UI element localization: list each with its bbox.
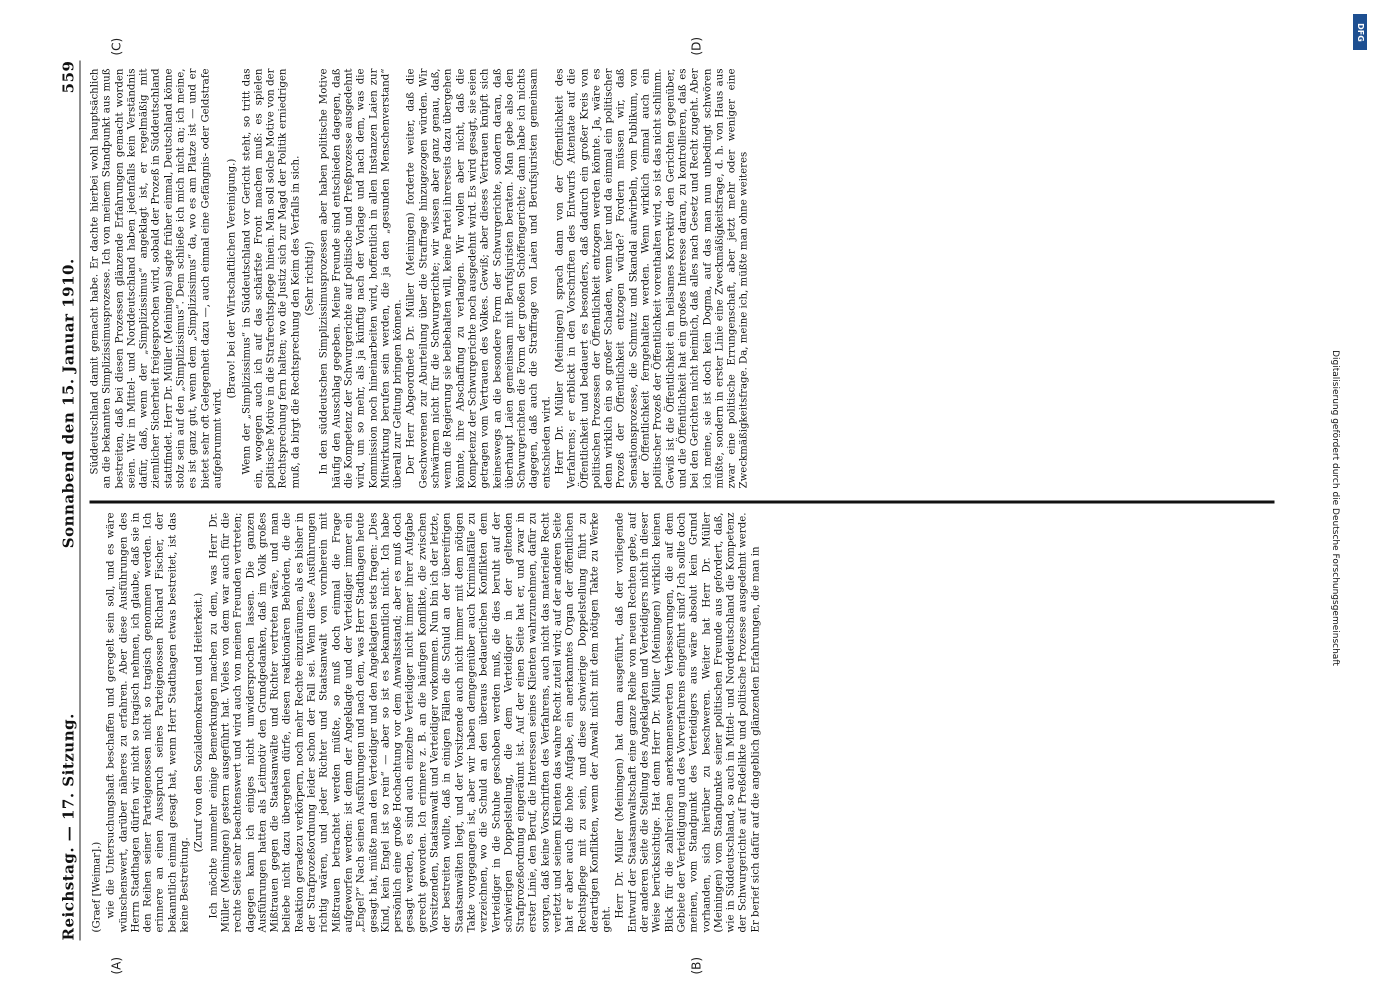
page-number: 559 xyxy=(59,60,78,94)
paragraph: Wenn der „Simplizissimus“ in Süddeutschland vor Gericht steht, so tritt das ein, wogegen auch ich auf das schärfste Front machen muß: es spielen politische Motive in die Strafrechtspflege hinein. Man soll solche Motive von der Rechtsprechung fern halten; wo die Justiz sich zur Magd der Politik erniedrigen muß, da birgt die Rechtsprechung den Keim des Verfalls in sich. xyxy=(241,68,302,489)
page-header xyxy=(58,61,81,941)
paragraph: Süddeutschland damit gemacht habe. Er dachte hierbei wohl hauptsächlich an die bekannten Simplizissimusprozesse. Ich von meinem Standpunkt aus muß bestreiten, daß bei diesen Prozessen glänzende Erfahrungen gemacht worden seien. Wir in Mittel- und Norddeutschland haben jedenfalls kein Verständnis dafür, daß, wenn der „Simplizissimus“ angeklagt ist, er regelmäßig mit ziemlicher Sicherheit freigesprochen wird, sobald der Prozeß in Süddeutschland stattfindet. Herr Dr. Müller (Meiningen) sagte früher einmal, Deutschland könne stolz sein auf den „Simplizissimus“. Dem schließe ich mich nicht an; ich meine, es ist ganz gut, wenn dem „Simplizissimus“ da, wo es am Platze ist — und er bietet sehr oft Gelegenheit dazu —, auch einmal eine Gefängnis- oder Geldstrafe aufgebrummt wird. xyxy=(89,68,224,489)
interjection: (Zuruf von den Sozialdemokraten und Heiterkeit.) xyxy=(193,592,205,853)
left-column xyxy=(90,513,1275,933)
margin-marker-d: (D) xyxy=(689,36,704,56)
paragraph: Herr Dr. Müller (Meiningen) hat dann ausgeführt, daß der vorliegende Entwurf der Staatsanwaltschaft eine ganze Reihe von neuen Rechten gebe, auf der anderen Seite die Stellung des Angeklagten und Verteidigers nicht in dieser Weise berücksichtige. Hat denn Herr Dr. Müller (Meiningen) wirklich keinen Blick für die zahlreichen anerkennenswerten Verbesserungen, die auf dem Gebiete der Verteidigung und des Vorverfahrens eingeführt sind? Ich sollte doch meinen, vom Standpunkt des Verteidigers aus wäre absolut kein Grund vorhanden, sich hierüber zu beschweren. Weiter hat Herr Dr. Müller (Meiningen) vom Standpunkte seiner politischen Freunde aus gefordert, daß, wie in Süddeutschland, so auch in Mittel- und Norddeutschland die Kompetenz der Schwurgerichte auf Preßdelikte und politische Prozesse ausgedehnt werde. Er berief sich dafür auf die angeblich glänzenden Erfahrungen, die man in xyxy=(614,512,762,933)
margin-marker-a: (A) xyxy=(109,956,124,975)
paragraph: Ich möchte nunmehr einige Bemerkungen machen zu dem, was Herr Dr. Müller (Meiningen) gestern ausgeführt hat. Vieles von dem war auch für die rechte Seite sehr beachtenswert und wird auch von meinen Freunden vertreten; dagegen kann ich einiges nicht unwidersprochen lassen. Die ganzen Ausführungen hatten als Leitmotiv den Grundgedanken, daß im Volk großes Mißtrauen gegen die Staatsanwälte und Richter vertreten wäre, und man beliebe nicht dazu übergehen dürfe, diesen reaktionären Behörden, die die Reaktion geradezu verkörpern, noch mehr Rechte einzuräumen, als es bisher in der Strafprozeßordnung leider schon der Fall sei. Wenn diese Ausführungen richtig wären, und jeder Richter und Staatsanwalt von vornherein mit Mißtrauen betrachtet werden müßte, so muß doch einmal die Frage aufgeworfen werden: ist denn der Angeklagte und der Verteidiger immer ein „Engel?“ Nach seinen Ausführungen und nach dem, was Herr Stadthagen heute gesagt hat, müßte man den Verteidiger und den Angeklagten stets fragen: „Dies Kind, kein Engel ist so rein“ — aber so ist es bekanntlich nicht. Ich habe persönlich eine große Hochachtung vor dem Anwaltsstand; aber es muß doch gesagt werden, es sind auch einzelne Verteidiger nicht immer ihrer Aufgabe gerecht geworden. Ich erinnere z. B. an die häufigen Konflikte, die zwischen Vorsitzenden, Staatsanwalt und Verteidiger vorkommen. Nun bin ich der letzte, der bestreiten wollte, daß in einigen Fällen die Schuld an der übereifrigen Staatsanwälten liegt, und der Vorsitzende auch nicht immer mit dem nötigen Takte vorgegangen ist, aber wir haben demgegenüber auch Kriminalfälle zu verzeichnen, wo die Schuld an den überaus bedauerlichen Konflikten dem Verteidiger in die Schuhe geschoben werden muß, die dies beruht auf der schwierigen Doppelstellung, die dem Verteidiger in der geltenden Strafprozeßordnung eingeräumt ist. Auf der einen Seite hat er, und zwar in erster Linie, den Beruf, die Interessen seines Klienten wahrzunehmen, dafür zu sorgen, daß keine Vorschriften des Verfahrens, auch nicht das materielle Recht verletzt und seinem Klienten das wahre Recht zuteil wird; auf der anderen Seite hat er aber auch die hohe Aufgabe, ein anerkanntes Organ der öffentlichen Rechtspflege mit zu sein, und diese schwierige Doppelstellung führt zu derartigen Konflikten, wenn der Anwalt nicht mit dem nötigen Takte zu Werke geht. xyxy=(208,512,613,933)
margin-marker-b: (B) xyxy=(689,956,704,975)
paragraph: Der Herr Abgeordnete Dr. Müller (Meiningen) forderte weiter, daß die Geschworenen zur Aburteilung über die Straffrage hinzugezogen würden. Wir schwärmen nicht für die Schwurgerichte; wir wissen aber ganz genau, daß, wenn die Regierung sie beibehalten will, keine Partei ihrerseits dazu übergehen könnte, ihre Abschaffung zu verlangen. Wir wollen aber nicht, daß die Kompetenz der Schwurgerichte noch ausgedehnt wird. Es wird gesagt, sie seien getragen vom Vertrauen des Volkes. Gewiß; aber dieses Vertrauen knüpft sich keineswegs an die besondere Form der Schwurgerichte, sondern daran, daß überhaupt Laien gemeinsam mit Berufsjuristen beraten. Man gebe also den Schwurgerichten die Form der großen Schöffengerichte; dann habe ich nichts dagegen, daß auch die Straffrage von Laien und Berufsjuristen gemeinsam entschieden wird. xyxy=(405,68,553,489)
speaker-note: (Graef [Weimar].) xyxy=(91,841,103,933)
interjection: (Sehr richtig!) xyxy=(304,241,316,316)
column-divider xyxy=(90,501,1275,504)
header-left: Reichstag. — 17. Sitzung. xyxy=(59,713,78,941)
paragraph: In den süddeutschen Simplizissimusprozessen aber haben politische Motive häufig den Ausschlag gegeben. Meine Freunde sind entschieden dagegen, daß die Kompetenz der Schwurgerichte auf politische und Preßprozesse ausgedehnt wird, um so mehr, als ja künftig nach der Vorlage und nach dem, was die Kommission noch hineinarbeiten wird, hoffentlich in allen Instanzen Laien zur Mitwirkung berufen sein werden, die ja den „gesunden Menschenverstand“ überall zur Geltung bringen können. xyxy=(318,68,404,489)
interjection: (Bravo! bei der Wirtschaftlichen Vereinigung.) xyxy=(226,158,238,399)
digitization-text: Digitalisierung gefördert durch die Deutsche Forschungsgemeinschaft xyxy=(1330,350,1340,666)
margin-marker-c: (C) xyxy=(109,37,124,56)
digitization-note xyxy=(1313,8,1373,992)
header-center: Sonnabend den 15. Januar 1910. xyxy=(59,258,78,549)
dfg-logo: DFG xyxy=(1353,14,1367,50)
rotated-print xyxy=(0,1,1383,1001)
paragraph: wie die Untersuchungshaft beschaffen und geregelt sein soll, und es wäre wünschenswert, darüber näheres zu erfahren. Aber diese Ausführungen des Herrn Stadthagen dürfen wir nicht so tragisch nehmen, ich glaube, daß sie in den Reihen seiner Parteigenossen nicht so tragisch genommen werden. Ich erinnere an einen Ausspruch seines Parteigenossen Richard Fischer, der bekanntlich einmal gesagt hat, wenn Herr Stadthagen etwas bestreitet, ist das keine Bestreitung. xyxy=(105,512,191,933)
right-column xyxy=(90,69,1275,489)
paragraph: Herr Dr. Müller (Meiningen) sprach dann von der Öffentlichkeit des Verfahrens; er erblickt in den Vorschriften des Entwurfs Attentate auf die Öffentlichkeit und bedauert es besonders, daß dadurch ein großer Kreis von politischen Prozessen der Öffentlichkeit entzogen werden könnte. Ja, wäre es denn wirklich ein so großer Schaden, wenn hier und da einmal ein politischer Prozeß der Öffentlichkeit entzogen würde? Fordern müssen wir, daß Sensationsprozesse, die Schmutz und Skandal aufwirbeln, vom Publikum, von der Öffentlichkeit ferngehalten werden. Wenn wirklich einmal auch ein politischer Prozeß der Öffentlichkeit vorenthalten wird, so ist das nicht schlimm. Gewiß ist die Öffentlichkeit ein heilsames Korrektiv den Gerichten gegenüber, und die Öffentlichkeit hat ein großes Interesse daran, zu kontrollieren, daß es bei den Gerichten nicht heimlich, daß alles nach Gesetz und Recht zugeht. Aber ich meine, sie ist doch kein Dogma, auf das man nun unbedingt schwören müßte, sondern in erster Linie eine Zweckmäßigkeitsfrage, d. h. von Haus aus zwar eine politische Errungenschaft, aber jetzt mehr oder weniger eine Zweckmäßigkeitsfrage. Da, meine ich, müßte man ohne weiteres xyxy=(554,68,750,489)
